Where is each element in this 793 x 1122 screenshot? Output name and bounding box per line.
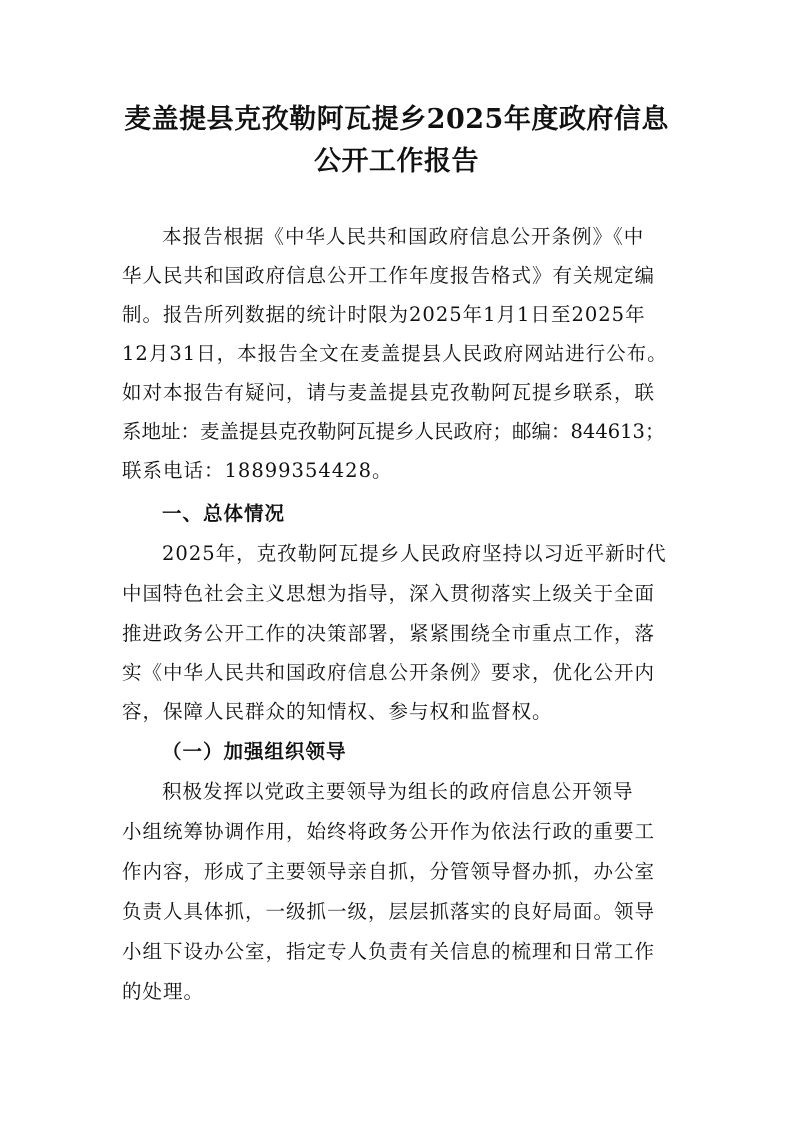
section-line: 2025年，克孜勒阿瓦提乡人民政府坚持以习近平新时代 [162, 542, 667, 565]
report-title-line-2: 公开工作报告 [314, 146, 479, 177]
subsection-line: 积极发挥以党政主要领导为组长的政府信息公开领导 [162, 780, 634, 803]
intro-line: 华人民共和国政府信息公开工作年度报告格式》有关规定编 [122, 264, 656, 287]
subsection-line: 小组统筹协调作用，始终将政务公开作为依法行政的重要工 [122, 820, 656, 843]
section-line: 中国特色社会主义思想为指导，深入贯彻落实上级关于全面 [122, 582, 656, 605]
subsection-line: 负责人具体抓，一级抓一级，层层抓落实的良好局面。领导 [122, 900, 656, 923]
subsection-line: 作内容，形成了主要领导亲自抓，分管领导督办抓，办公室 [122, 860, 656, 883]
section-heading: 一、总体情况 [162, 502, 286, 525]
subsection-line: 小组下设办公室，指定专人负责有关信息的梳理和日常工作 [122, 940, 656, 963]
section-line: 实《中华人民共和国政府信息公开条例》要求，优化公开内 [122, 661, 656, 684]
intro-line: 12月31日，本报告全文在麦盖提县人民政府网站进行公布。 [122, 342, 668, 365]
subsection-heading: （一）加强组织领导 [162, 740, 347, 763]
intro-line: 如对本报告有疑问，请与麦盖提县克孜勒阿瓦提乡联系，联 [122, 381, 656, 404]
intro-line: 联系电话：18899354428。 [122, 459, 393, 482]
intro-line: 制。报告所列数据的统计时限为2025年1月1日至2025年 [122, 303, 646, 326]
section-line: 推进政务公开工作的决策部署，紧紧围绕全市重点工作，落 [122, 622, 656, 645]
subsection-line: 的处理。 [122, 980, 205, 1003]
section-line: 容，保障人民群众的知情权、参与权和监督权。 [122, 700, 553, 723]
intro-line: 本报告根据《中华人民共和国政府信息公开条例》《中 [162, 225, 645, 248]
intro-line: 系地址：麦盖提县克孜勒阿瓦提乡人民政府；邮编：844613； [122, 420, 665, 443]
report-title-line-1: 麦盖提县克孜勒阿瓦提乡2025年度政府信息 [124, 104, 669, 135]
